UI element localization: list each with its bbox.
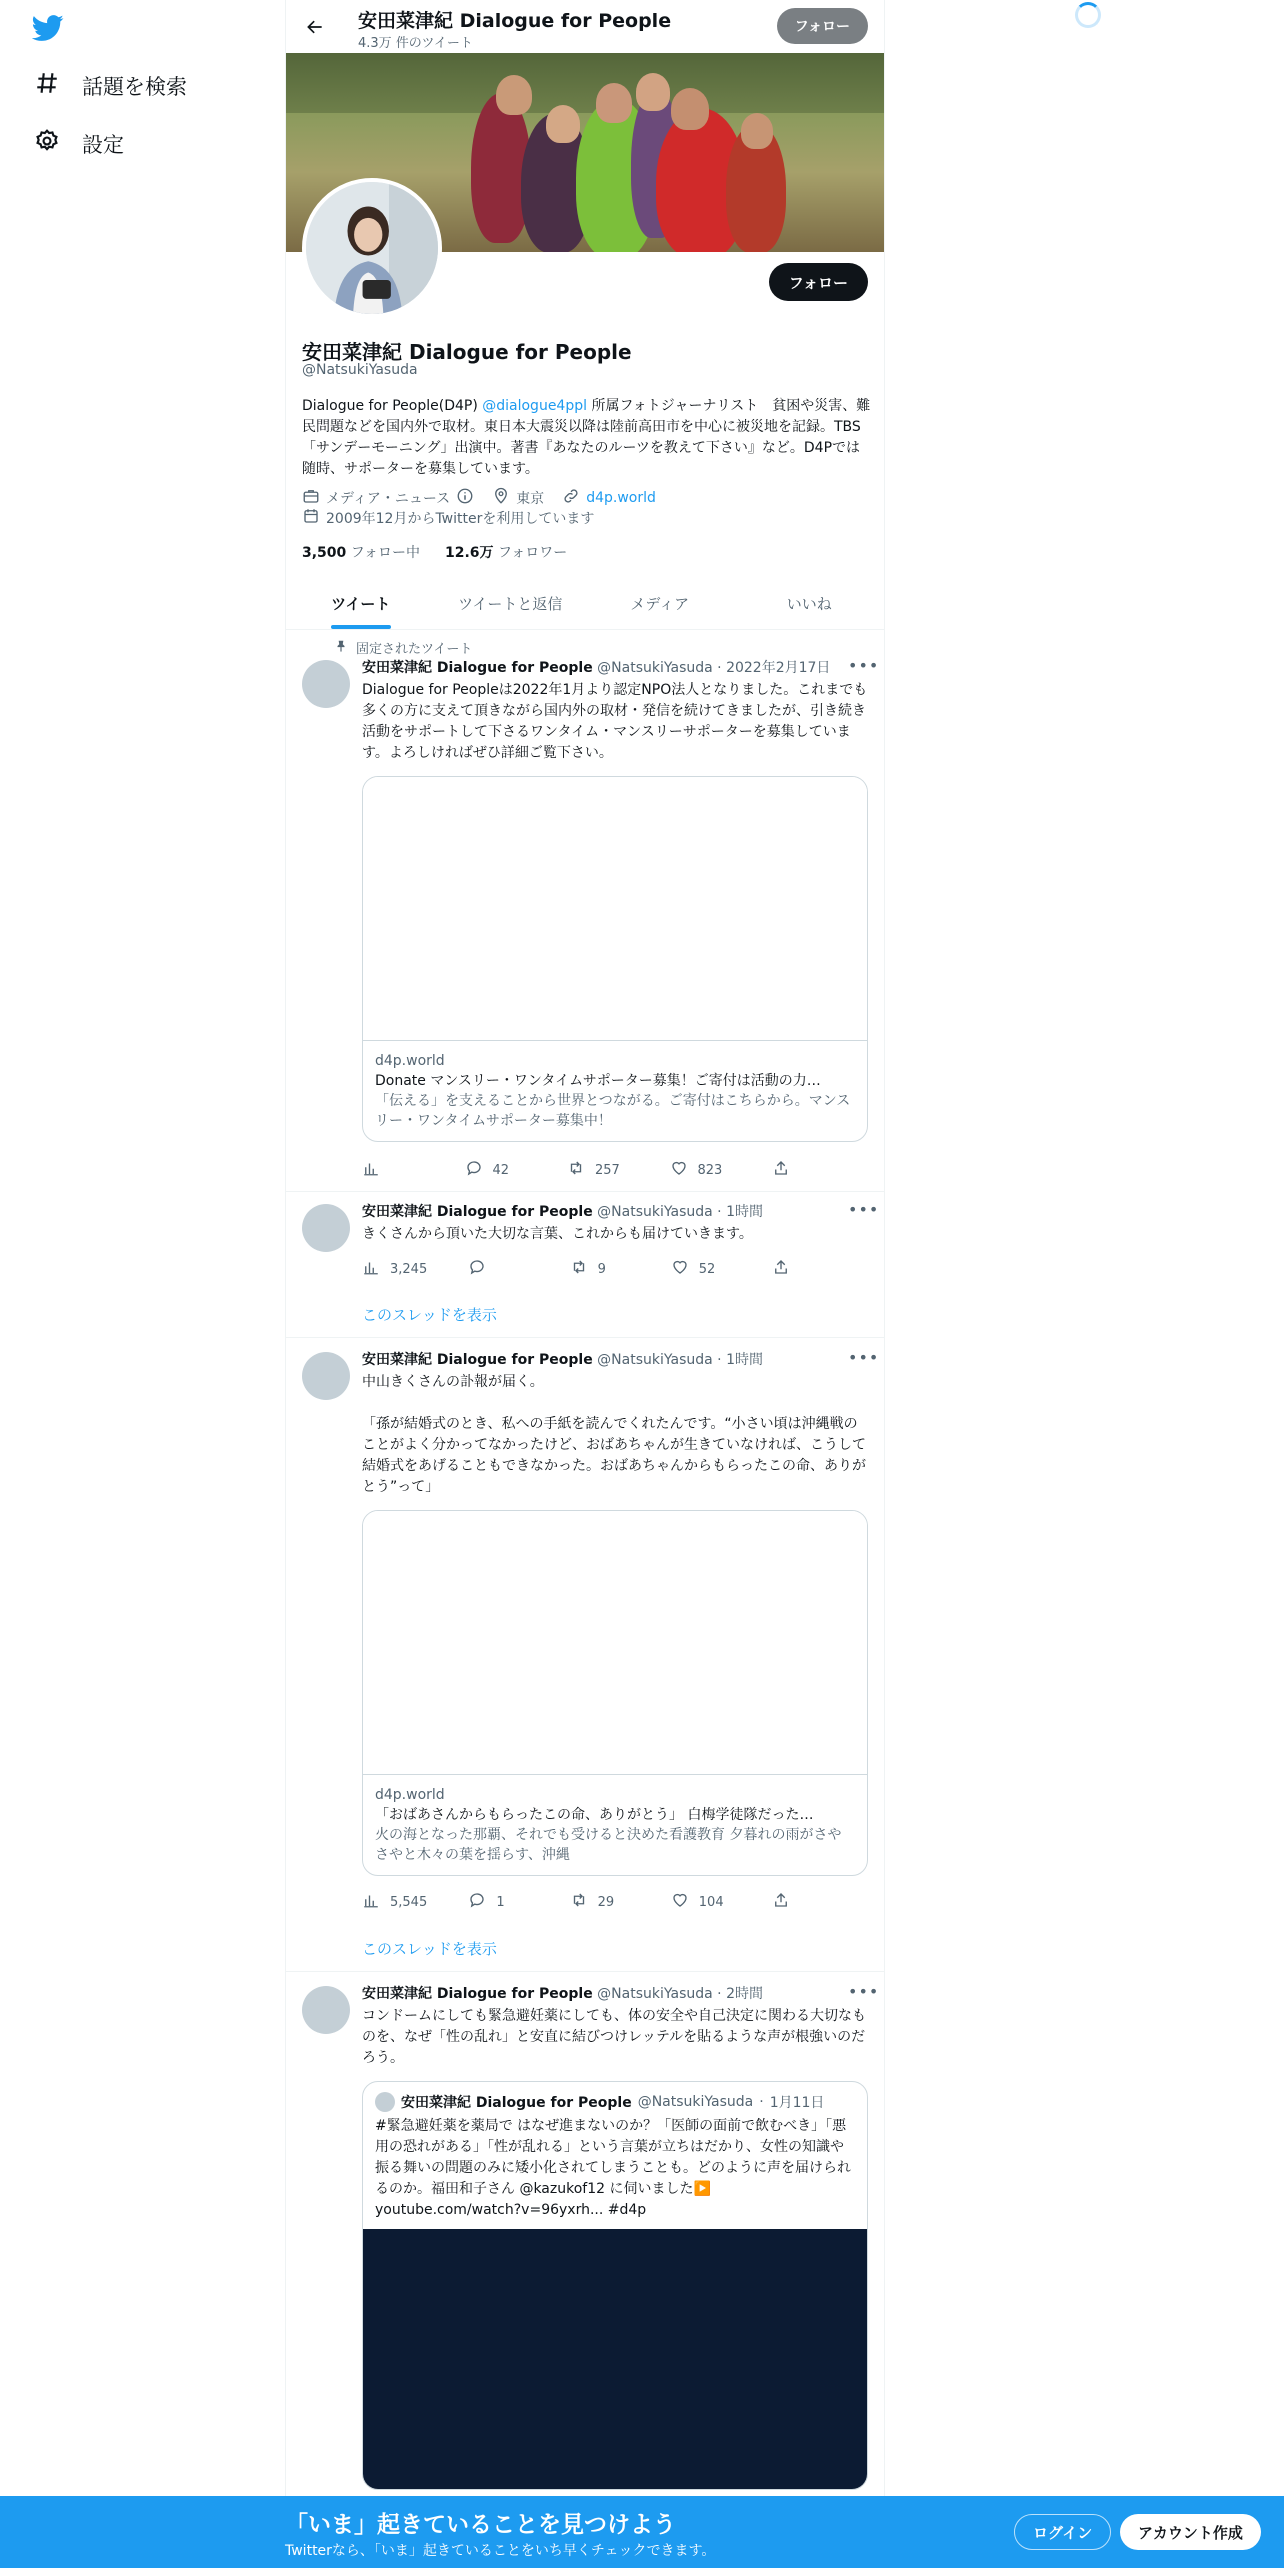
arrow-left-icon <box>305 17 325 37</box>
signup-prompt-title: 「いま」起きていることを見つけよう <box>285 2512 676 2538</box>
nav-item-settings-label: 設定 <box>82 132 124 157</box>
profile-joined-date: 2009年12月からTwitterを利用しています <box>326 511 595 527</box>
create-account-button[interactable]: アカウント作成 <box>1120 2514 1261 2550</box>
following-label: フォロー中 <box>350 545 421 561</box>
link-card-image <box>363 1511 867 1775</box>
profile-website-link[interactable]: d4p.world <box>586 490 656 506</box>
quoted-tweet-video[interactable] <box>363 2229 867 2489</box>
tweet-time[interactable]: 1時間 <box>726 1204 763 1220</box>
link-icon <box>562 487 580 509</box>
profile-name: 安田菜津紀 Dialogue for People <box>302 340 632 364</box>
tweet-avatar[interactable] <box>302 660 350 708</box>
share-button[interactable] <box>772 1159 792 1181</box>
link-card-image <box>363 777 867 1041</box>
tweet-actions <box>362 1160 792 1180</box>
quoted-tweet-handle: @NatsukiYasuda <box>637 2094 754 2110</box>
link-card-domain: d4p.world <box>375 1787 445 1803</box>
more-options-icon[interactable]: ••• <box>848 1348 880 1367</box>
tweet-time[interactable]: 2022年2月17日 <box>726 660 831 676</box>
link-card-description: 「伝える」を支えることから世界とつながる。ご寄付はこちらから。マンスリー・ワンタイムサポーター募集中！ <box>375 1093 851 1129</box>
like-count: 52 <box>698 1261 716 1277</box>
retweet-count: 29 <box>597 1894 615 1910</box>
like-count: 104 <box>698 1894 724 1910</box>
tweet-body <box>362 1348 880 1876</box>
more-options-icon[interactable]: ••• <box>848 1200 880 1219</box>
profile-tabs <box>286 578 884 630</box>
tweet-avatar[interactable] <box>302 1986 350 2034</box>
loading-spinner-icon <box>1075 2 1101 28</box>
tweet-header: 安田菜津紀 Dialogue for People @NatsukiYasuda · 2022年2月17日 <box>362 660 831 676</box>
tweet-avatar[interactable] <box>302 1204 350 1252</box>
heart-icon <box>671 1258 689 1280</box>
profile-meta-row <box>302 487 656 509</box>
tweet-author-name[interactable]: 安田菜津紀 Dialogue for People <box>362 1352 593 1368</box>
more-options-icon[interactable]: ••• <box>848 656 880 675</box>
reply-button[interactable] <box>468 1258 528 1280</box>
retweet-icon <box>570 1891 588 1913</box>
show-thread-link[interactable]: このスレッドを表示 <box>362 1940 497 1958</box>
tab-tweets[interactable]: ツイート <box>286 578 436 629</box>
analytics-icon <box>362 1258 380 1280</box>
nav-item-explore[interactable] <box>34 70 187 101</box>
profile-joined-row <box>302 507 594 529</box>
gear-icon <box>34 128 60 159</box>
calendar-icon <box>302 507 320 529</box>
tweet-text: コンドームにしても緊急避妊薬にしても、体の安全や自己決定に関わる大切なものを、なぜ「性の乱れ」と安直に結びつけレッテルを貼るような声が根強いのだろう。 <box>362 2008 866 2066</box>
signup-prompt-bar <box>0 2496 1284 2568</box>
quoted-tweet-header: 安田菜津紀 Dialogue for People @NatsukiYasuda · 1月11日 <box>363 2082 867 2112</box>
quoted-tweet-avatar <box>375 2092 395 2112</box>
analytics-button[interactable] <box>362 1891 427 1913</box>
heart-icon <box>670 1159 688 1181</box>
retweet-icon <box>567 1159 585 1181</box>
tweet-actions <box>362 1892 792 1912</box>
share-icon <box>772 1159 790 1181</box>
quoted-tweet-text: #緊急避妊薬を薬局で はなぜ進まないのか？「医師の面前で飲むべき」「悪用の恐れがある」「性が乱れる」という言葉が立ちはだかり、女性の知識や振る舞いの問題のみに矮小化されてしまうことも。どのように声を届けられるのか。福田和子さん @kazukof12 に伺いました▶️ youtube.com/watch?v=96yxrh... #d4p <box>375 2118 851 2218</box>
login-button[interactable]: ログイン <box>1014 2514 1111 2550</box>
quoted-tweet-time: 1月11日 <box>769 2095 825 2111</box>
link-card[interactable] <box>362 776 868 1142</box>
tab-media[interactable]: メディア <box>630 595 690 613</box>
reply-count: 1 <box>496 1894 505 1910</box>
profile-bio <box>302 396 872 480</box>
follow-counts <box>302 542 567 562</box>
tweet-text: きくさんから頂いた大切な言葉、これからも届けていきます。 <box>362 1226 753 1242</box>
back-button[interactable] <box>298 10 332 44</box>
location-pin-icon <box>492 487 510 509</box>
bio-mention-link[interactable]: @dialogue4ppl <box>482 398 588 414</box>
header-profile-name: 安田菜津紀 Dialogue for People <box>358 10 672 32</box>
retweet-button[interactable] <box>570 1258 630 1280</box>
twitter-bird-icon[interactable] <box>32 12 64 44</box>
share-button[interactable] <box>772 1258 792 1280</box>
tweet-time[interactable]: 1時間 <box>726 1352 763 1368</box>
tweet[interactable] <box>286 1338 884 1972</box>
pin-icon <box>334 639 348 657</box>
heart-icon <box>671 1891 689 1913</box>
tweet-time[interactable]: 2時間 <box>726 1986 763 2002</box>
link-card-title: 「おばあさんからもらったこの命、ありがとう」 白梅学徒隊だった… <box>375 1807 814 1823</box>
analytics-button[interactable] <box>362 1159 422 1181</box>
view-count: 5,545 <box>390 1894 428 1910</box>
share-icon <box>772 1891 790 1913</box>
link-card-domain: d4p.world <box>375 1053 445 1069</box>
tweet-header: 安田菜津紀 Dialogue for People @NatsukiYasuda · 1時間 <box>362 1204 763 1220</box>
tweet-text: 中山きくさんの訃報が届く。 「孫が結婚式のとき、私への手紙を読んでくれたんです。“小さい頃は沖縄戦のことがよく分かってなかったけど、おばあちゃんが生きていなければ、こうして結婚式をあげることもできなかった。おばあちゃんからもらったこの命、ありがとう”って」 <box>362 1374 866 1495</box>
quoted-tweet-author-name: 安田菜津紀 Dialogue for People <box>401 2095 632 2111</box>
tweet-author-name[interactable]: 安田菜津紀 Dialogue for People <box>362 1204 593 1220</box>
tweet-author-handle: @NatsukiYasuda <box>597 660 713 676</box>
main-column <box>285 0 885 2568</box>
share-icon <box>772 1258 790 1280</box>
quoted-tweet[interactable] <box>362 2081 868 2490</box>
pinned-label: 固定されたツイート <box>356 642 473 657</box>
link-card-title: Donate マンスリー・ワンタイムサポーター募集！ご寄付は活動の力… <box>375 1073 821 1089</box>
link-card-info <box>363 1775 867 1875</box>
tweet-body <box>362 1200 880 1245</box>
followers-count: 12.6万 <box>444 545 494 561</box>
like-button[interactable] <box>670 1159 730 1181</box>
share-button[interactable] <box>772 1891 792 1913</box>
tweet-header: 安田菜津紀 Dialogue for People @NatsukiYasuda · 1時間 <box>362 1352 763 1368</box>
pinned-indicator <box>334 638 472 657</box>
follow-button[interactable]: フォロー <box>769 263 868 301</box>
like-button[interactable] <box>671 1258 731 1280</box>
tweet[interactable] <box>286 1192 884 1338</box>
profile-handle: @NatsukiYasuda <box>302 362 418 378</box>
tweet-author-name[interactable]: 安田菜津紀 Dialogue for People <box>362 660 593 676</box>
header-follow-button[interactable]: フォロー <box>777 8 868 44</box>
view-count: 3,245 <box>390 1261 428 1277</box>
header-tweet-count: 4.3万 件のツイート <box>358 36 473 51</box>
reply-icon <box>468 1891 486 1913</box>
tweet-actions <box>362 1259 792 1279</box>
tweet[interactable] <box>286 630 884 1192</box>
left-nav <box>0 0 285 2568</box>
profile-avatar[interactable] <box>302 178 442 318</box>
hashtag-icon <box>34 70 60 101</box>
following-link[interactable] <box>302 545 420 561</box>
tweet[interactable] <box>286 1972 884 2568</box>
briefcase-icon <box>302 487 320 509</box>
nav-item-settings[interactable] <box>34 128 124 159</box>
reply-count: 42 <box>492 1162 510 1178</box>
profile-location: 東京 <box>516 491 545 507</box>
tweet-author-handle: @NatsukiYasuda <box>597 1986 713 2002</box>
tweet-body <box>362 656 880 1142</box>
retweet-count: 9 <box>597 1261 606 1277</box>
nav-item-explore-label: 話題を検索 <box>82 74 187 99</box>
retweet-icon <box>570 1258 588 1280</box>
tweet-body <box>362 1982 880 2490</box>
tab-likes[interactable]: いいね <box>786 595 832 613</box>
followers-label: フォロワー <box>497 545 568 561</box>
profile-category: メディア・ニュース <box>326 491 451 507</box>
link-card-info <box>363 1041 867 1141</box>
more-options-icon[interactable]: ••• <box>848 1982 880 2001</box>
like-button[interactable] <box>671 1891 731 1913</box>
retweet-count: 257 <box>595 1162 620 1178</box>
tab-tweets-and-replies[interactable]: ツイートと返信 <box>458 595 563 613</box>
analytics-icon <box>362 1159 380 1181</box>
profile-header-bar <box>286 0 884 53</box>
analytics-icon <box>362 1891 380 1913</box>
tweet-author-handle: @NatsukiYasuda <box>597 1352 713 1368</box>
reply-icon <box>465 1159 483 1181</box>
signup-prompt-subtitle: Twitterなら、「いま」起きていることをいち早くチェックできます。 <box>285 2543 716 2559</box>
bio-text: 所属フォトジャーナリスト 貧困や災害、難民問題などを国内外で取材。東日本大震災以降は陸前高田市を中心に被災地を記録。TBS「サンデーモーニング」出演中。著書『あなたのルーツを教えて下さい』など。D4Pでは随時、サポーターを募集しています。 <box>302 398 871 477</box>
like-count: 823 <box>697 1162 723 1178</box>
tweet-header: 安田菜津紀 Dialogue for People @NatsukiYasuda · 2時間 <box>362 1986 763 2002</box>
reply-button[interactable] <box>465 1159 525 1181</box>
tweet-avatar[interactable] <box>302 1352 350 1400</box>
tweet-author-name[interactable]: 安田菜津紀 Dialogue for People <box>362 1986 593 2002</box>
reply-button[interactable] <box>468 1891 528 1913</box>
bio-text: Dialogue for People(D4P) <box>302 398 483 414</box>
link-card-description: 火の海となった那覇、それでも受けると決めた看護教育 夕暮れの雨がさやさやと木々の葉を揺らす、沖縄 <box>375 1827 842 1863</box>
analytics-button[interactable] <box>362 1258 427 1280</box>
retweet-button[interactable] <box>570 1891 630 1913</box>
tweet-text: Dialogue for Peopleは2022年1月より認定NPO法人となりました。これまでも多くの方に支えて頂きながら国内外の取材・発信を続けてきましたが、引き続き活動をサポートして下さるワンタイム・マンスリーサポーターを募集しています。よろしければぜひ詳細ご覧下さい。 <box>362 682 868 761</box>
show-thread-link[interactable]: このスレッドを表示 <box>362 1306 497 1324</box>
link-card[interactable] <box>362 1510 868 1876</box>
followers-link[interactable] <box>445 545 567 561</box>
tweet-author-handle: @NatsukiYasuda <box>597 1204 713 1220</box>
reply-icon <box>468 1258 486 1280</box>
following-count: 3,500 <box>302 545 347 561</box>
retweet-button[interactable] <box>567 1159 627 1181</box>
info-icon[interactable] <box>456 487 474 509</box>
